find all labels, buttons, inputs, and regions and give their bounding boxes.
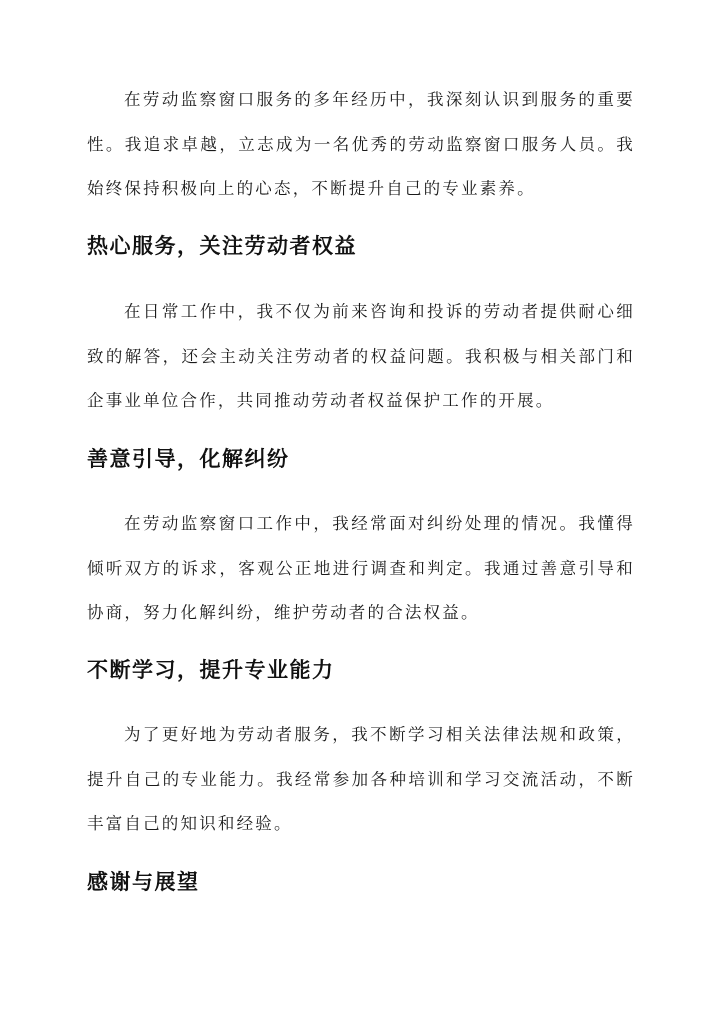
section-heading-dispute-resolution: 善意引导，化解纠纷 — [87, 447, 290, 471]
section-body-continuous-learning: 为了更好地为劳动者服务，我不断学习相关法律法规和政策，提升自己的专业能力。我经常参加各种培训和学习交流活动，不断丰富自己的知识和经验。 — [87, 725, 635, 833]
document-content — [87, 78, 635, 894]
section-body-dispute-resolution: 在劳动监察窗口工作中，我经常面对纠纷处理的情况。我懂得倾听双方的诉求，客观公正地进行调查和判定。我通过善意引导和协商，努力化解纠纷，维护劳动者的合法权益。 — [87, 514, 635, 622]
section-body-care-service: 在日常工作中，我不仅为前来咨询和投诉的劳动者提供耐心细致的解答，还会主动关注劳动者的权益问题。我积极与相关部门和企事业单位合作，共同推动劳动者权益保护工作的开展。 — [87, 302, 635, 410]
section-heading-care-service: 热心服务，关注劳动者权益 — [87, 234, 357, 258]
intro-paragraph: 在劳动监察窗口服务的多年经历中，我深刻认识到服务的重要性。我追求卓越，立志成为一名优秀的劳动监察窗口服务人员。我始终保持积极向上的心态，不断提升自己的专业素养。 — [87, 90, 635, 198]
section-heading-continuous-learning: 不断学习，提升专业能力 — [87, 658, 335, 682]
section-heading-thanks-outlook: 感谢与展望 — [87, 870, 200, 894]
